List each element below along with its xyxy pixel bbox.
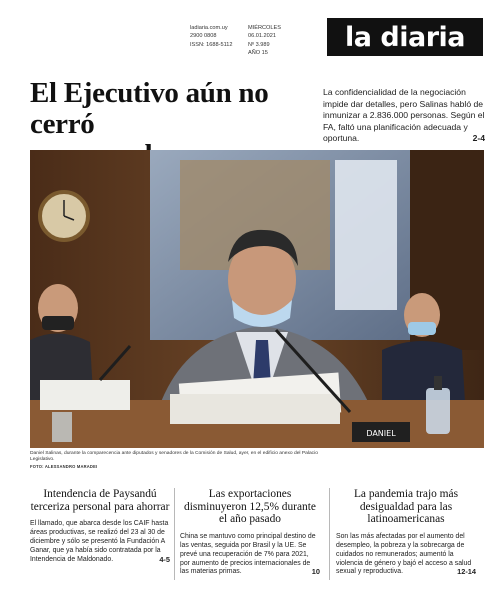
story-paysandu: [30, 488, 170, 565]
column-divider: [174, 488, 175, 580]
website-text: ladiaria.com.uy: [190, 25, 228, 31]
story-body-text: Son las más afectadas por el aumento del desempleo, la pobreza y la sobrecarga de cuidados no remunerados; aumentó la violencia de género y bajó el acceso a salud sexual y reproductiva.: [336, 532, 472, 576]
story-page-ref: 4-5: [159, 554, 170, 564]
story-page-ref: 12-14: [457, 567, 476, 577]
story-body: [336, 533, 476, 578]
edition-info: [248, 24, 281, 58]
lead-deck: [323, 87, 485, 145]
lead-page-ref: 2-4: [472, 133, 485, 144]
story-pandemia: [336, 488, 476, 577]
weekday-text: MIÉRCOLES: [248, 25, 281, 31]
story-title: Las exportaciones disminuyeron 12,5% durante el año pasado: [184, 488, 316, 526]
lead-photo: [30, 150, 484, 448]
phone-text: 2900 0808: [190, 33, 217, 40]
column-divider: [329, 488, 330, 580]
story-title: Intendencia de Paysandú terceriza personal para ahorrar: [30, 488, 170, 513]
headline-line-1: El Ejecutivo aún no cerró: [30, 77, 269, 140]
nameplate-text: DANIEL: [366, 429, 396, 438]
story-page-ref: 10: [311, 567, 320, 577]
date-text: 06.01.2021: [248, 33, 276, 40]
issn-text: ISSN: 1688-5112: [190, 41, 233, 48]
la-diaria-logo: [327, 18, 483, 56]
photo-caption: Daniel Salinas, durante la comparecencia ante diputados y senadores de la Comisión de Salud, ayer, en el edificio anexo del Palacio Legislativo.: [30, 451, 318, 463]
lead-deck-text: La confidencialidad de la negociación impide dar detalles, pero Salinas habló de inmunizar a 2.836.000 personas. Según el FA, faltó una planificación adecuada y oportuna.: [323, 87, 485, 144]
issue-text: Nº 3.989: [248, 41, 270, 48]
story-exportaciones: [180, 488, 320, 577]
photo-credit: FOTO: ALESSANDRO MARADEI: [30, 464, 98, 469]
story-body: [180, 533, 320, 578]
lead-photo-illustration: [30, 150, 484, 448]
logo-text: la diaria: [345, 21, 465, 53]
story-title: La pandemia trajo más desigualdad para las latinoamericanas: [353, 488, 459, 526]
sanitizer-bottle: [426, 388, 450, 434]
story-body-text: El llamado, que abarca desde los CAIF hasta áreas productivas, se realizó del 23 al 30 de diciembre y sólo se presentó la Fundación A Ganar, que ya había sido contratada por la Intendencia de Maldonado.: [30, 520, 169, 563]
year-text: AÑO 15: [248, 50, 268, 57]
masthead-info: [190, 24, 233, 49]
story-body-text: China se mantuvo como principal destino de las ventas, seguida por Brasil y la UE. Se prevé una recuperación de 7% para 2021, por aumento de precios internacionales de las materias primas.: [180, 532, 316, 576]
story-body: [30, 520, 170, 565]
